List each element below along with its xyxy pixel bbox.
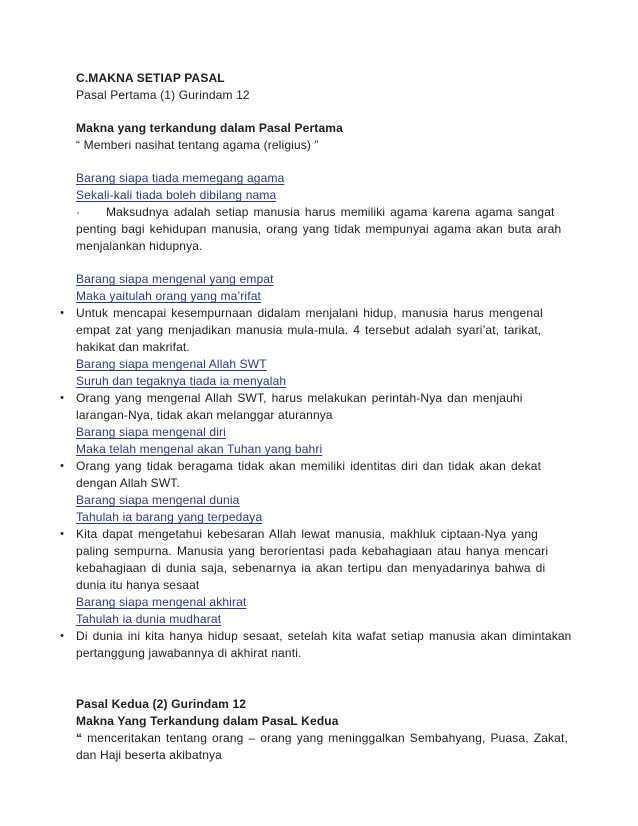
verse-explanation	[60, 305, 576, 356]
section-heading: C.MAKNA SETIAP PASAL	[76, 71, 225, 85]
verse-1	[76, 170, 576, 255]
quote-mark: “	[76, 731, 83, 745]
explanation-line: paling sempurna. Manusia yang berorientasi pada kebahagiaan atau hanya mencari	[76, 544, 549, 558]
verse-3	[60, 356, 576, 424]
verse-5	[60, 492, 576, 594]
verse-line[interactable]: Tahulah ia dunia mudharat	[76, 612, 222, 626]
pasal2-intro	[76, 730, 576, 764]
section-subheading: Pasal Pertama (1) Gurindam 12	[76, 88, 250, 102]
verse-line[interactable]: Suruh dan tegaknya tiada ia menyalah	[76, 374, 287, 388]
explanation-line: Orang yang mengenal Allah SWT, harus melakukan perintah-Nya dan menjauhi	[76, 391, 523, 405]
explanation-line: Di dunia ini kita hanya hidup sesaat, setelah kita wafat setiap manusia akan dimintakan	[76, 629, 572, 643]
middle-dot-marker: ·	[76, 205, 81, 219]
bullet-icon: •	[60, 528, 64, 540]
explanation-line: Kita dapat mengetahui kebesaran Allah lewat manusia, makhluk ciptaan-Nya yang	[76, 527, 538, 541]
explanation-line: Orang yang tidak beragama tidak akan memiliki identitas diri dan tidak akan dekat	[76, 459, 542, 473]
intro-line: dan Haji beserta akibatnya	[76, 748, 222, 762]
explanation-line: menjalankan hidupnya.	[76, 239, 203, 253]
verse-4	[60, 424, 576, 492]
verse-line[interactable]: Barang siapa mengenal dunia	[76, 493, 240, 507]
verse-explanation	[60, 390, 576, 424]
verse-line[interactable]: Sekali-kali tiada boleh dibilang nama	[76, 188, 277, 202]
verse-line[interactable]: Barang siapa mengenal akhirat	[76, 595, 247, 609]
pasal1-quote: “ Memberi nasihat tentang agama (religius) ”	[76, 138, 319, 152]
verse-6	[60, 594, 576, 662]
explanation-line: dunia itu hanya sesaat	[76, 578, 200, 592]
explanation-line: larangan-Nya, tidak akan melanggar aturannya	[76, 408, 333, 422]
verse-line[interactable]: Maka telah mengenal akan Tuhan yang bahri	[76, 442, 323, 456]
explanation-line: Maksudnya adalah setiap manusia harus memiliki agama karena agama sangat	[106, 205, 555, 219]
bullet-icon: •	[60, 392, 64, 404]
pasal1-title: Makna yang terkandung dalam Pasal Pertama	[76, 121, 343, 135]
verse-line[interactable]: Barang siapa mengenal Allah SWT	[76, 357, 267, 371]
explanation-line: pertanggung jawabannya di akhirat nanti.	[76, 646, 302, 660]
pasal2-heading: Pasal Kedua (2) Gurindam 12	[76, 697, 247, 711]
verse-explanation	[60, 458, 576, 492]
verse-explanation	[76, 204, 576, 255]
explanation-line: Untuk mencapai kesempurnaan didalam menjalani hidup, manusia harus mengenal	[76, 306, 543, 320]
intro-line: menceritakan tentang orang – orang yang meninggalkan Sembahyang, Puasa, Zakat,	[82, 731, 568, 745]
explanation-line: empat zat yang menjadikan manusia mula-mula. 4 tersebut adalah syari’at, tarikat,	[76, 323, 542, 337]
bullet-icon: •	[60, 307, 64, 319]
verse-explanation	[60, 526, 576, 594]
explanation-line: hakikat dan makrifat.	[76, 340, 190, 354]
verse-2	[60, 271, 576, 356]
explanation-line: kebahagiaan di dunia saja, sebenarnya ia akan tertipu dan menyadarinya bahwa di	[76, 561, 546, 575]
verse-explanation	[60, 628, 576, 662]
bullet-icon: •	[60, 460, 64, 472]
verse-line[interactable]: Tahulah ia barang yang terpedaya	[76, 510, 263, 524]
verse-line[interactable]: Maka yaitulah orang yang ma’rifat	[76, 289, 262, 303]
verse-line[interactable]: Barang siapa tiada memegang agama	[76, 171, 285, 185]
explanation-line: dengan Allah SWT.	[76, 476, 180, 490]
verse-line[interactable]: Barang siapa mengenal yang empat	[76, 272, 274, 286]
bullet-icon: •	[60, 630, 64, 642]
document-page	[60, 70, 576, 764]
verse-line[interactable]: Barang siapa mengenal diri	[76, 425, 226, 439]
explanation-line: penting bagi kehidupan manusia, orang yang tidak mempunyai agama akan buta arah	[76, 222, 562, 236]
pasal2-title: Makna Yang Terkandung dalam PasaL Kedua	[76, 714, 339, 728]
